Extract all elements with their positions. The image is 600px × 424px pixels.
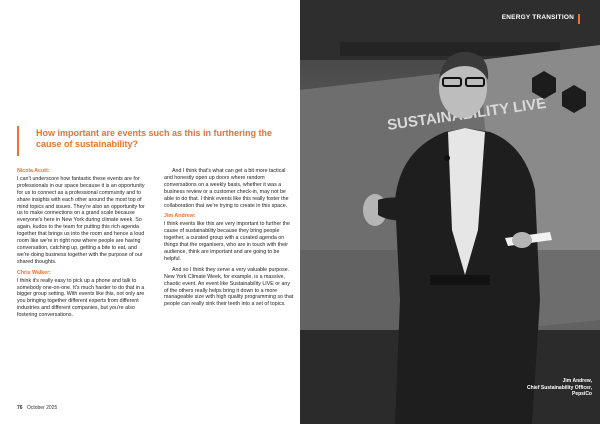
caption-name: Jim Andrew, [562,378,592,384]
text-column-2 [164,168,294,312]
page-footer [17,405,57,411]
issue-date: October 2025 [26,405,58,411]
belt [430,275,490,285]
section-label: ENERGY TRANSITION [501,14,574,21]
speaker-name: Jim Andrew: [164,213,196,220]
paragraph: I think it's really easy to pick up a phone and talk to somebody one-on-one. It's much harder to do that in a bigger group setting. With events like this, not only are you bringing together different experts from different industries and different companies, but you're also fostering conversations. [17,277,145,319]
speaker-name: Chris Walker: [17,269,51,276]
speaker-photo [300,0,600,424]
paragraph: I can't underscore how fantastic these events are for professionals in our space because it is an opportunity for us to connect as a professional community and to share insights with each other around the most top of mind topics and issues. They're also an opportunity for us to make connections on a grand scale because everyone's here in New York during climate week. So again, kudos to the team for putting this rich agenda together that brings us into the room and hence a loud room like we're in right now where people are having conversation, catching up, getting a bite to eat, and we're doing business together with the purpose of our shared thoughts. [17,175,145,265]
paragraph: And so I think they serve a very valuable purpose. New York Climate Week, for example, is a massive, chaotic event. An event like Sustainability LIVE or any of the others really helps bring it down to a more manageable size with high quality programming so that people can really sink their teeth into a set of topics. [164,266,294,308]
caption-title: Chief Sustainability Officer, [526,384,592,391]
article-heading: How important are events such as this in furthering the cause of sustainability? [36,128,273,149]
right-hand [512,232,532,248]
section-accent-bar [578,14,580,24]
paragraph: And I think that's what can get a bit more tactical and honestly open up doors where random conversations on a weekly basis, whether it was a business review or a customer check-in, may not be able to do that. I think events like this really foster the collaboration that we're trying to create in this space. [164,168,289,209]
accent-rule [17,126,19,156]
text-column-1 [17,168,147,323]
left-sleeve [378,198,410,221]
speaker-name: Nicola Acutt: [17,168,50,174]
page-number: 76 [17,405,23,411]
lapel-mic-icon [444,155,450,161]
caption-company: PepsiCo [571,391,592,397]
photo-page [300,0,600,424]
ceiling-beam [340,42,560,56]
paragraph: I think events like this are very important to further the cause of sustainability because they bring people together, a curated group with a curated agenda on things that the organisers, who are in touch with their audience, think are important and are going to be helpful. [164,221,291,262]
backdrop-text: SUSTAINABILITY LIVE [386,94,548,134]
photo-caption [527,378,592,398]
